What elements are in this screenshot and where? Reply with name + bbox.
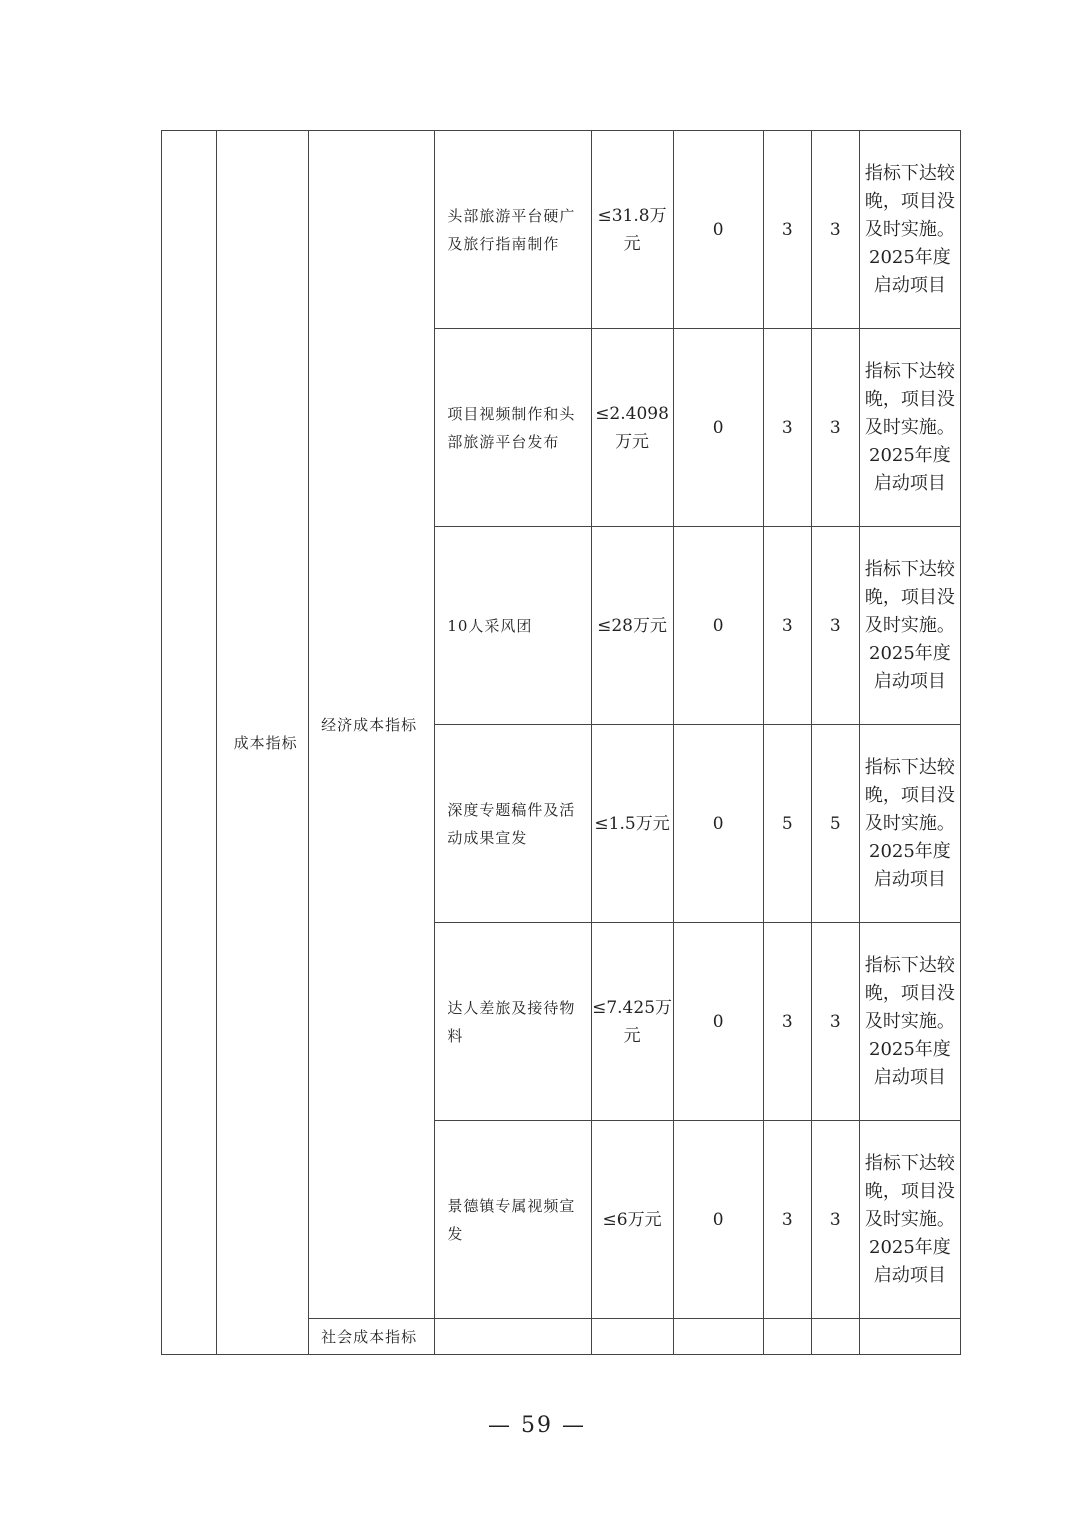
level2-cell [217, 131, 309, 1355]
score-cell: 3 [811, 527, 859, 725]
score-cell: 3 [811, 1121, 859, 1319]
reason-cell: 指标下达较晚，项目没及时实施。2025年度启动项目 [859, 923, 960, 1121]
weight-cell: 5 [763, 725, 811, 923]
reason-cell: 指标下达较晚，项目没及时实施。2025年度启动项目 [859, 527, 960, 725]
page-number: — 59 — [488, 1413, 586, 1438]
actual-cell: 0 [673, 527, 763, 725]
level3-economic-label: 经济成本指标 [321, 716, 418, 734]
indicator-cell: 项目视频制作和头部旅游平台发布 [435, 329, 591, 527]
weight-cell: 3 [763, 329, 811, 527]
performance-table [161, 130, 961, 1355]
score-cell: 5 [811, 725, 859, 923]
indicator-cell: 达人差旅及接待物料 [435, 923, 591, 1121]
empty-cell [435, 1319, 591, 1355]
actual-cell: 0 [673, 1121, 763, 1319]
level1-cell [162, 131, 217, 1355]
reason-cell: 指标下达较晚，项目没及时实施。2025年度启动项目 [859, 329, 960, 527]
actual-cell: 0 [673, 923, 763, 1121]
empty-cell [591, 1319, 673, 1355]
weight-cell: 3 [763, 1121, 811, 1319]
indicator-cell: 景德镇专属视频宣发 [435, 1121, 591, 1319]
empty-cell [811, 1319, 859, 1355]
score-cell: 3 [811, 923, 859, 1121]
score-cell: 3 [811, 329, 859, 527]
table-row [162, 131, 961, 329]
empty-cell [859, 1319, 960, 1355]
target-cell: ≤7.425万元 [591, 923, 673, 1121]
reason-cell: 指标下达较晚，项目没及时实施。2025年度启动项目 [859, 1121, 960, 1319]
weight-cell: 3 [763, 923, 811, 1121]
actual-cell: 0 [673, 725, 763, 923]
indicator-cell: 深度专题稿件及活动成果宣发 [435, 725, 591, 923]
empty-cell [673, 1319, 763, 1355]
target-cell: ≤6万元 [591, 1121, 673, 1319]
empty-cell [763, 1319, 811, 1355]
target-cell: ≤1.5万元 [591, 725, 673, 923]
indicator-cell: 头部旅游平台硬广及旅行指南制作 [435, 131, 591, 329]
level3-social-cell: 社会成本指标 [309, 1319, 435, 1355]
indicator-cell: 10人采风团 [435, 527, 591, 725]
weight-cell: 3 [763, 527, 811, 725]
weight-cell: 3 [763, 131, 811, 329]
score-cell: 3 [811, 131, 859, 329]
reason-cell: 指标下达较晚，项目没及时实施。2025年度启动项目 [859, 131, 960, 329]
level2-label: 成本指标 [233, 733, 298, 752]
target-cell: ≤31.8万元 [591, 131, 673, 329]
actual-cell: 0 [673, 329, 763, 527]
target-cell: ≤2.4098万元 [591, 329, 673, 527]
level3-economic-cell [309, 131, 435, 1319]
reason-cell: 指标下达较晚，项目没及时实施。2025年度启动项目 [859, 725, 960, 923]
target-cell: ≤28万元 [591, 527, 673, 725]
actual-cell: 0 [673, 131, 763, 329]
